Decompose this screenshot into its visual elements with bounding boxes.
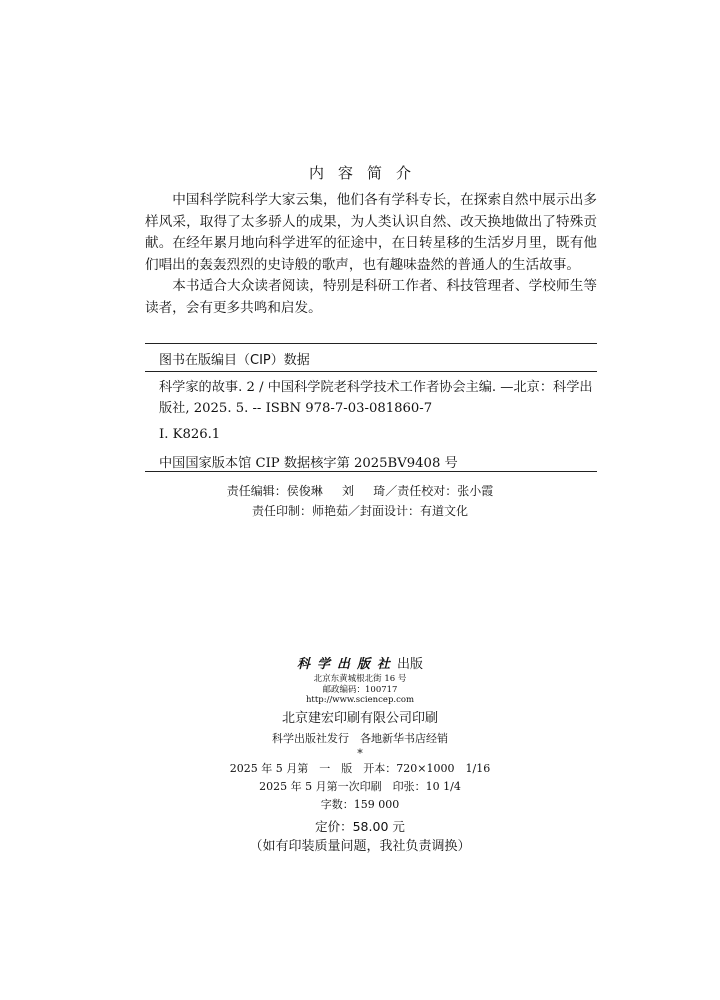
cip-heading-rule — [145, 371, 597, 372]
editors-line-2: 责任印制：师艳茹／封面设计：有道文化 — [251, 504, 468, 518]
publisher-name: 科学出版社 — [296, 657, 397, 672]
publisher-website: http://www.sciencep.com — [305, 695, 415, 705]
price: 定价：58.00 元 — [315, 818, 405, 834]
imprint-block — [0, 656, 720, 856]
intro-paragraph: 中国科学院科学大家云集，他们各有学科专长，在探索自然中展示出多样风采，取得了太多骄人的成果，为人类认识自然、改天换地做出了特殊贡献。在经年累月地向科学进军的征途中，在日转星移的生活岁月里，既有他们唱出的轰轰烈烈的史诗般的歌声，也有趣味盎然的普通人的生活故事。 — [145, 192, 597, 273]
editors-block — [0, 481, 720, 521]
publisher-postcode: 邮政编码：100717 — [322, 684, 398, 695]
cip-heading: 图书在版编目（CIP）数据 — [159, 353, 310, 368]
publisher-suffix: 出版 — [397, 657, 424, 672]
publisher-address: 北京东黄城根北街 16 号 — [313, 674, 407, 684]
cip-record: 科学家的故事. 2 / 中国科学院老科学技术工作者协会主编. —北京：科学出版社, 2025. 5. -- ISBN 978-7-03-081860-7 — [159, 380, 593, 416]
distribution-line: 科学出版社发行 各地新华书店经销 — [272, 731, 448, 745]
editors-line-1: 责任编辑：侯俊琳 刘 琦／责任校对：张小霞 — [226, 484, 494, 498]
quality-note: （如有印装质量问题，我社负责调换） — [249, 838, 471, 854]
separator-star: * — [357, 746, 363, 760]
word-count: 字数：159 000 — [320, 797, 400, 811]
cip-classification: Ⅰ. K826.1 — [159, 427, 221, 442]
printing-line: 2025 年 5 月第一次印刷 印张：10 1/4 — [259, 779, 461, 793]
printer-name: 北京建宏印刷有限公司印刷 — [281, 710, 438, 726]
publisher-line — [0, 656, 720, 674]
intro-paragraph: 本书适合大众读者阅读，特别是科研工作者、科技管理者、学校师生等读者，会有更多共鸣和启发。 — [145, 278, 597, 316]
cip-number: 中国国家版本馆 CIP 数据核字第 2025BV9408 号 — [159, 456, 458, 471]
cip-block — [159, 349, 599, 471]
intro-title: 内容简介 — [308, 164, 425, 182]
edition-line: 2025 年 5 月第 一 版 开本：720×1000 1/16 — [229, 761, 491, 775]
intro-text — [145, 190, 597, 319]
cip-top-rule — [145, 343, 597, 344]
cip-bottom-rule — [145, 471, 597, 472]
